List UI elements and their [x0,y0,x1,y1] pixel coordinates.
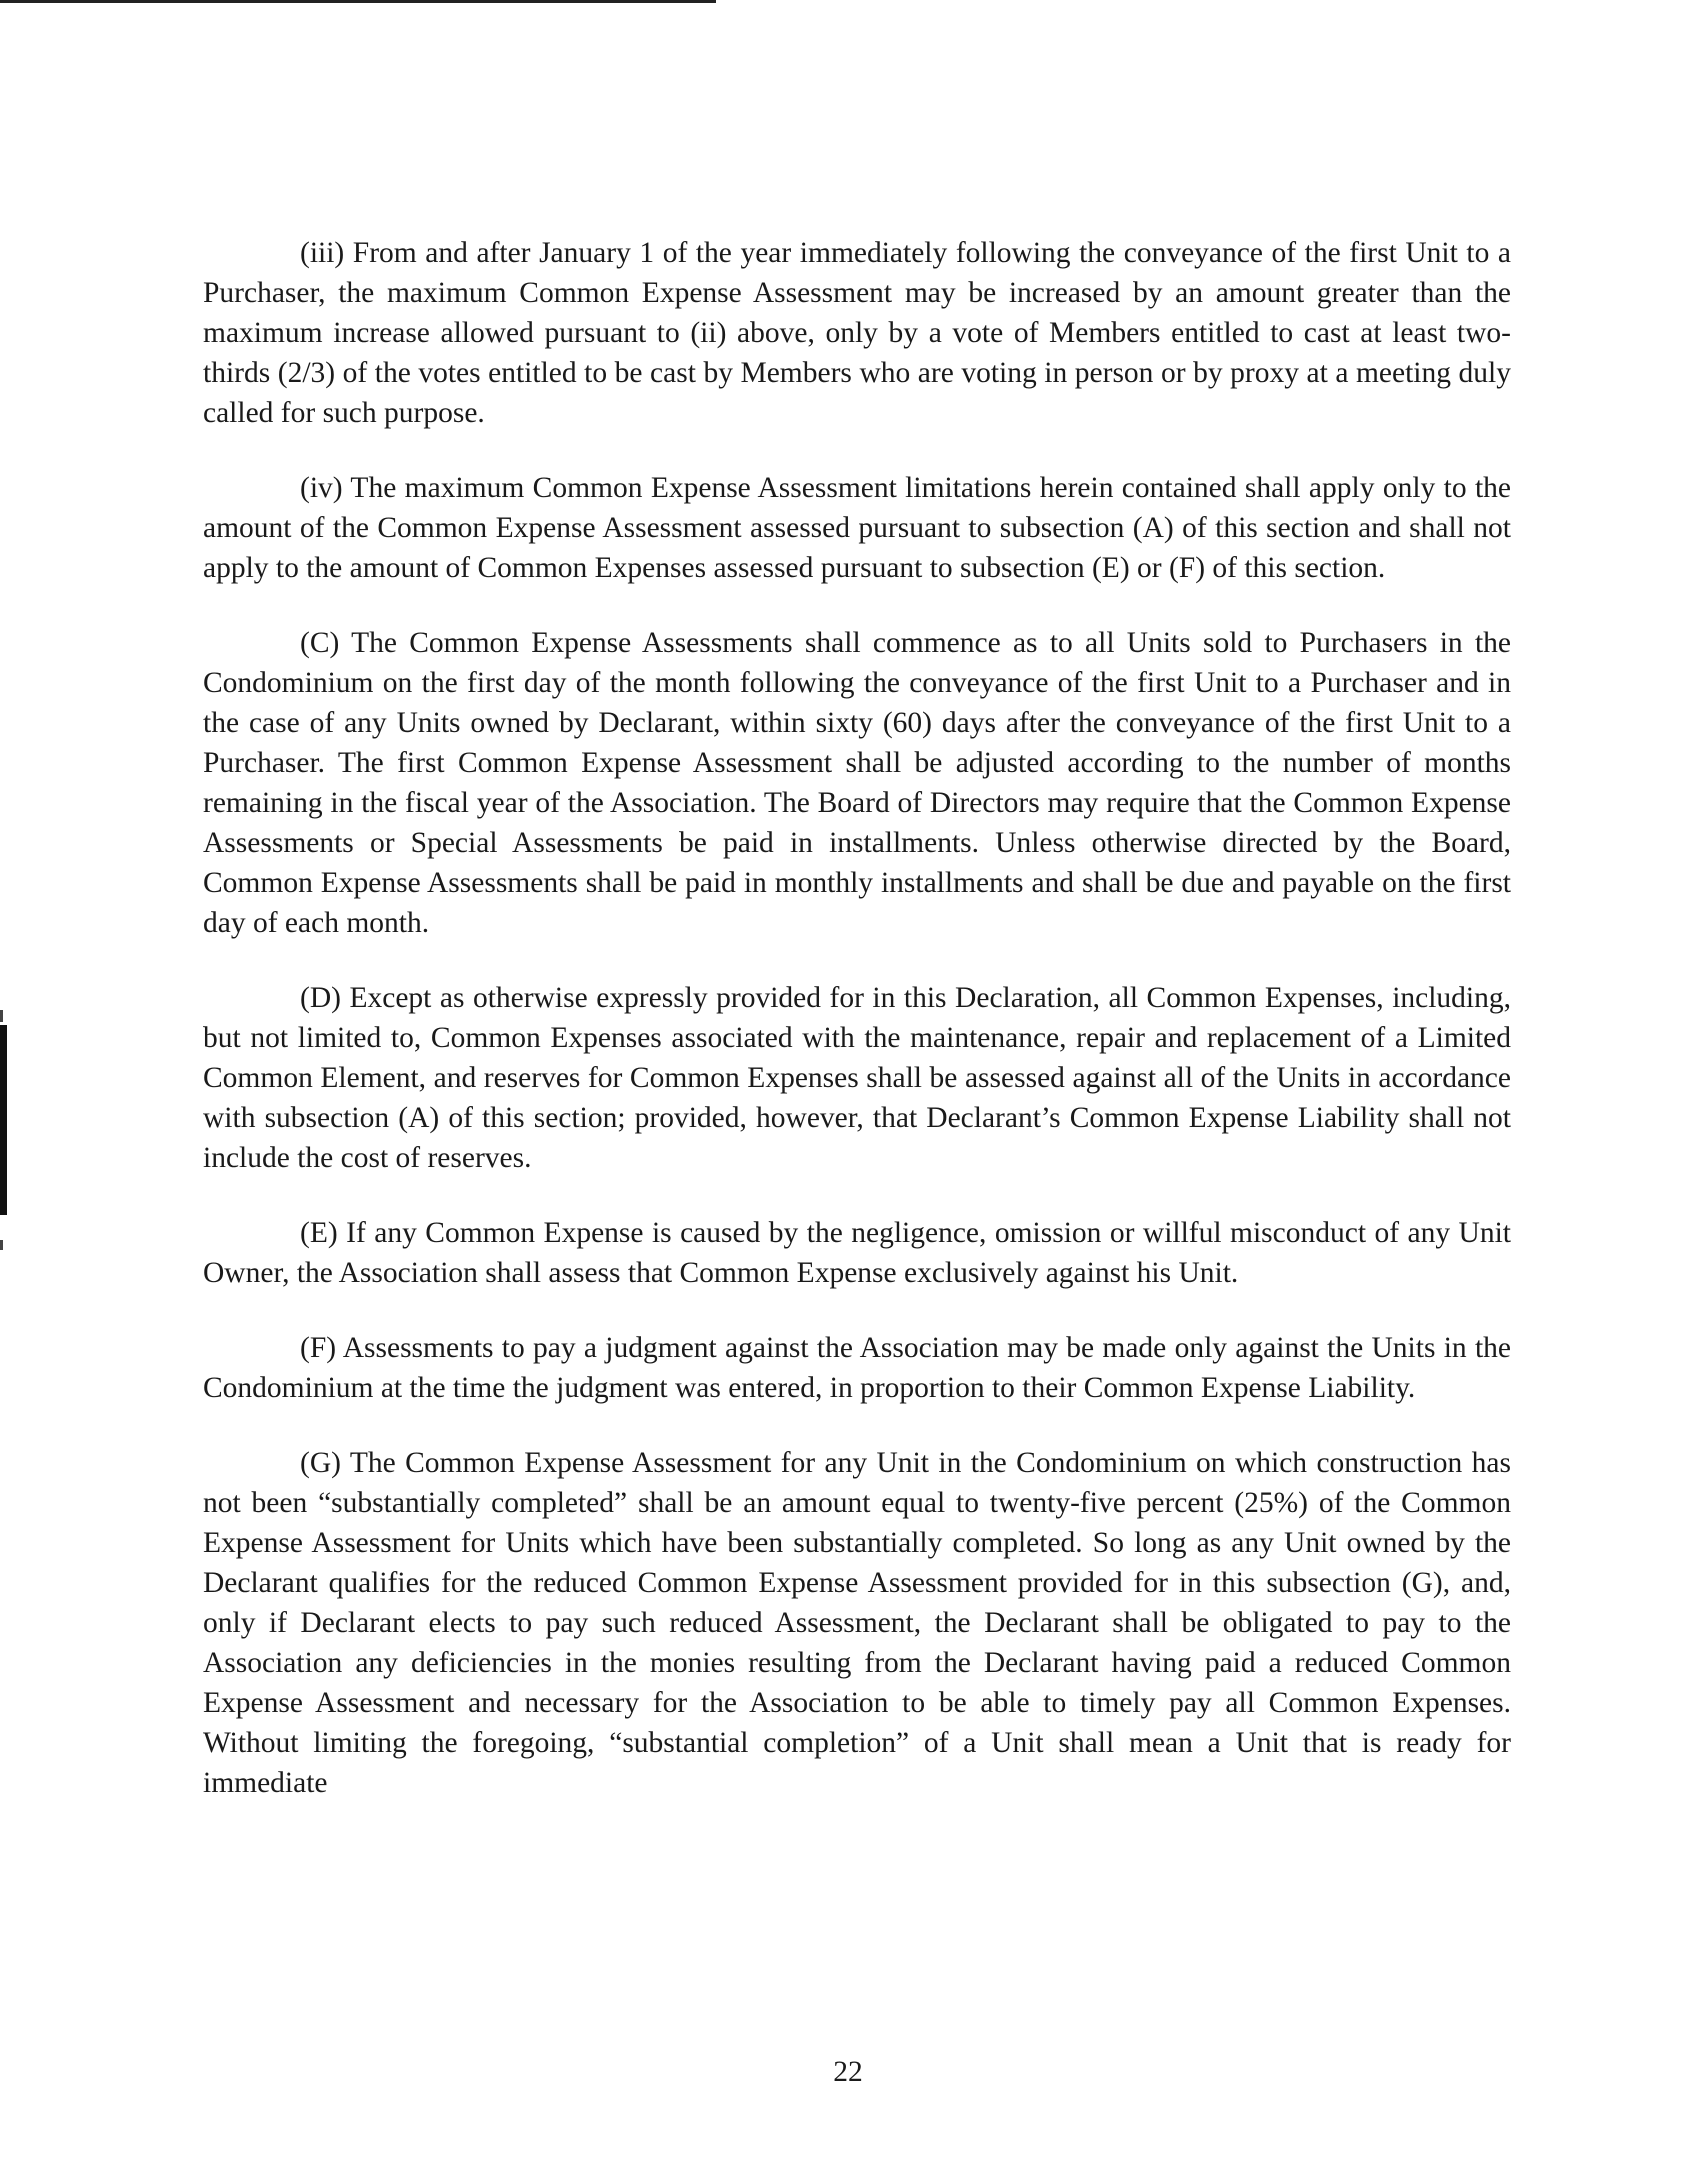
paragraph-iv: (iv) The maximum Common Expense Assessment limitations herein contained shall apply only to the amount of the Common Expense Assessment assessed pursuant to subsection (A) of this section and shall not apply to the amount of Common Expenses assessed pursuant to subsection (E) or (F) of this section. [203,472,1511,584]
page-number: 22 [833,2056,863,2088]
scan-margin-mark [0,1025,7,1215]
paragraph-e: (E) If any Common Expense is caused by the negligence, omission or willful misconduct of any Unit Owner, the Association shall assess that Common Expense exclusively against his Unit. [203,1217,1511,1289]
scan-edge-line [0,0,716,3]
paragraph-f: (F) Assessments to pay a judgment against the Association may be made only against the Units in the Condominium at the time the judgment was entered, in proportion to their Common Expense Liability. [203,1332,1511,1404]
document-body [203,233,1511,1838]
paragraph-c: (C) The Common Expense Assessments shall commence as to all Units sold to Purchasers in the Condominium on the first day of the month following the conveyance of the first Unit to a Purchaser and in the case of any Units owned by Declarant, within sixty (60) days after the conveyance of the first Unit to a Purchaser. The first Common Expense Assessment shall be adjusted according to the number of months remaining in the fiscal year of the Association. The Board of Directors may require that the Common Expense Assessments or Special Assessments be paid in installments. Unless otherwise directed by the Board, Common Expense Assessments shall be paid in monthly installments and shall be due and payable on the first day of each month. [203,627,1511,939]
scan-margin-tick [0,1010,3,1022]
paragraph-d: (D) Except as otherwise expressly provided for in this Declaration, all Common Expenses, including, but not limited to, Common Expenses associated with the maintenance, repair and replacement of a Limited Common Element, and reserves for Common Expenses shall be assessed against all of the Units in accordance with subsection (A) of this section; provided, however, that Declarant’s Common Expense Liability shall not include the cost of reserves. [203,982,1511,1174]
paragraph-iii: (iii) From and after January 1 of the year immediately following the conveyance of the first Unit to a Purchaser, the maximum Common Expense Assessment may be increased by an amount greater than the maximum increase allowed pursuant to (ii) above, only by a vote of Members entitled to cast at least two-thirds (2/3) of the votes entitled to be cast by Members who are voting in person or by proxy at a meeting duly called for such purpose. [203,237,1511,429]
paragraph-g: (G) The Common Expense Assessment for any Unit in the Condominium on which construction has not been “substantially completed” shall be an amount equal to twenty-five percent (25%) of the Common Expense Assessment for Units which have been substantially completed. So long as any Unit owned by the Declarant qualifies for the reduced Common Expense Assessment provided for in this subsection (G), and, only if Declarant elects to pay such reduced Assessment, the Declarant shall be obligated to pay to the Association any deficiencies in the monies resulting from the Declarant having paid a reduced Common Expense Assessment and necessary for the Association to be able to timely pay all Common Expenses. Without limiting the foregoing, “substantial completion” of a Unit shall mean a Unit that is ready for immediate [203,1447,1511,1799]
scan-margin-tick [0,1240,3,1250]
